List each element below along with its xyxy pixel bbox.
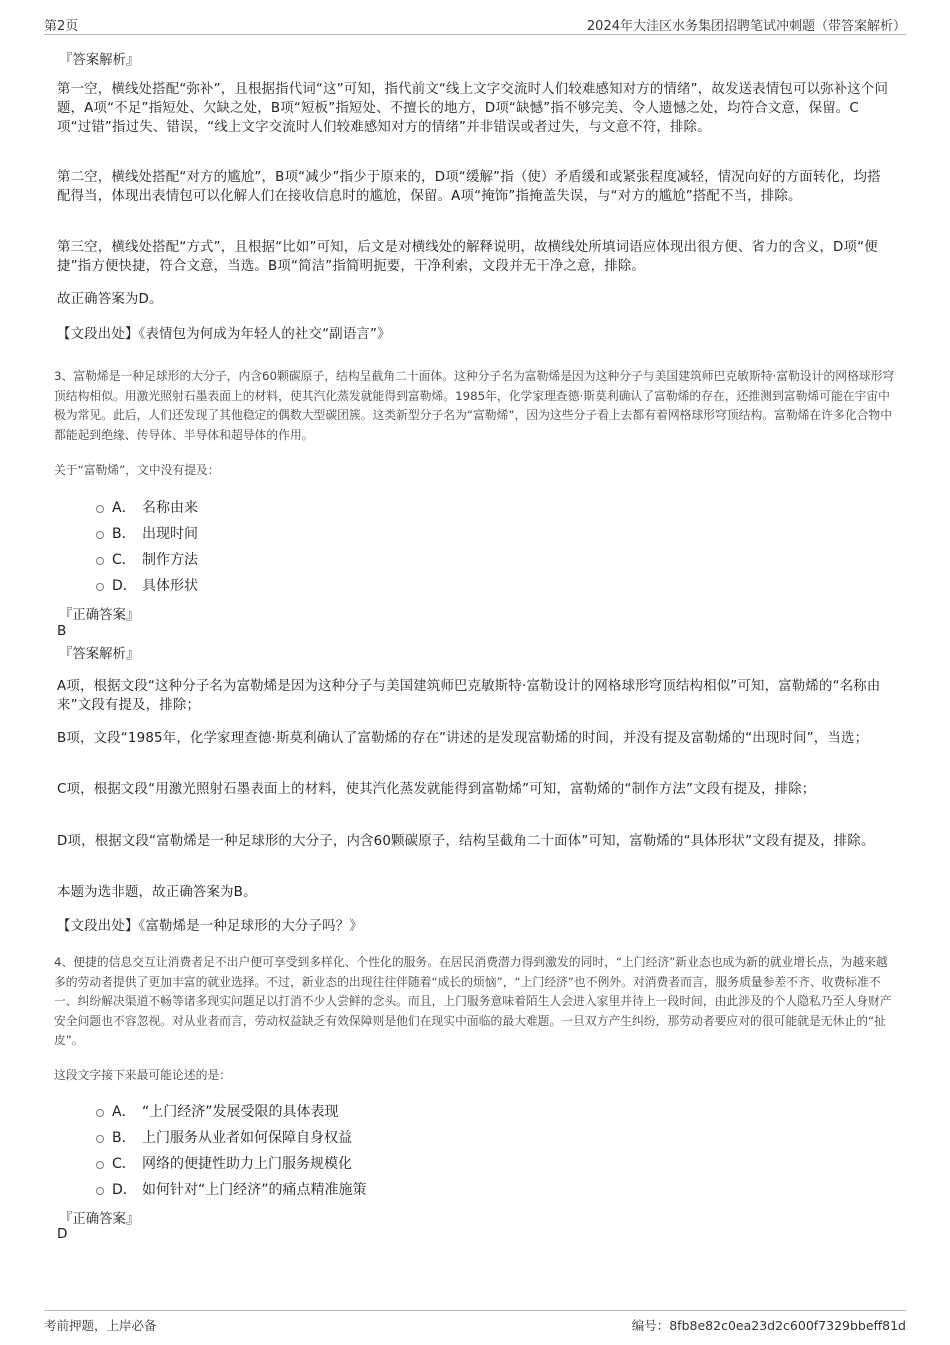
q3-option-b[interactable]: B． 出现时间 <box>96 523 198 543</box>
q4-option-a[interactable]: A． “上门经济”发展受限的具体表现 <box>96 1101 339 1121</box>
radio-icon[interactable] <box>96 505 104 513</box>
document-title: 2024年大洼区水务集团招聘笔试冲刺题（带答案解析） <box>586 19 906 34</box>
radio-icon[interactable] <box>96 1187 104 1195</box>
radio-icon[interactable] <box>96 1109 104 1117</box>
q3-option-a[interactable]: A． 名称由来 <box>96 497 198 517</box>
radio-icon[interactable] <box>96 583 104 591</box>
q3-option-d[interactable]: D． 具体形状 <box>96 575 198 595</box>
q2-analysis-para-3: 第三空，横线处搭配“方式”，且根据“比如”可知，后文是对横线处的解释说明，故横线处所填词语应体现出很方便、省力的含义，D项“便捷”指方便快捷，符合文意，当选。B项“简洁”指简明扼要，干净利索，文段并无干净之意，排除。 <box>57 240 878 274</box>
footer-slogan: 考前押题，上岸必备 <box>44 1318 157 1333</box>
radio-icon[interactable] <box>96 557 104 565</box>
q3-analysis-b: B项，文段“1985年，化学家理查德·斯莫利确认了富勒烯的存在”讲述的是发现富勒烯的时间，并没有提及富勒烯的“出现时间”，当选； <box>57 731 869 746</box>
page-header <box>44 12 906 35</box>
q2-analysis-para-1: 第一空，横线处搭配“弥补”，且根据指代词“这”可知，指代前文“线上文字交流时人们较难感知对方的情绪”，故发送表情包可以弥补这个问题，A项“不足”指短处、欠缺之处，B项“短板”指短处、不擅长的地方，D项“缺憾”指不够完美、令人遗憾之处，均符合文意，保留。C项“过错”指过失、错误，“线上文字交流时人们较难感知对方的情绪”并非错误或者过失，与文意不符，排除。 <box>57 82 889 135</box>
q3-analysis-c: C项，根据文段“用激光照射石墨表面上的材料，使其汽化蒸发就能得到富勒烯”可知，富勒烯的“制作方法”文段有提及，排除； <box>57 782 816 797</box>
q4-option-d[interactable]: D． 如何针对“上门经济”的痛点精准施策 <box>96 1179 367 1199</box>
q2-analysis-label: 『答案解析』 <box>59 53 140 68</box>
q3-question: 关于“富勒烯”，文中没有提及： <box>54 463 220 477</box>
page-number: 第2页 <box>44 19 79 34</box>
q3-option-c[interactable]: C． 制作方法 <box>96 549 198 569</box>
q3-analysis-a: A项，根据文段“这种分子名为富勒烯是因为这种分子与美国建筑师巴克敏斯特·富勒设计的网格球形穹顶结构相似”可知，富勒烯的“名称由来”文段有提及，排除； <box>57 679 881 713</box>
q3-correct-label: 『正确答案』 <box>59 608 140 623</box>
q3-analysis-d: D项，根据文段“富勒烯是一种足球形的大分子，内含60颗碳原子，结构呈截角二十面体”可知，富勒烯的“具体形状”文段有提及，排除。 <box>57 834 875 849</box>
radio-icon[interactable] <box>96 1135 104 1143</box>
q3-correct-answer: B <box>57 623 67 639</box>
page-footer <box>44 1310 906 1337</box>
q2-analysis-para-2: 第二空，横线处搭配“对方的尴尬”，B项“减少”指少于原来的，D项“缓解”指（使）矛盾缓和或紧张程度减轻，情况向好的方面转化，均搭配得当，体现出表情包可以化解人们在接收信息时的尴尬，保留。A项“掩饰”指掩盖失误，与“对方的尴尬”搭配不当，排除。 <box>57 170 881 204</box>
q3-stem: 3、富勒烯是一种足球形的大分子，内含60颗碳原子，结构呈截角二十面体。这种分子名为富勒烯是因为这种分子与美国建筑师巴克敏斯特·富勒设计的网格球形穹顶结构相似。用激光照射石墨表面上的材料，使其汽化蒸发就能得到富勒烯。1985年，化学家理查德·斯莫利确认了富勒烯的存在，还推测到富勒烯可能在宇宙中极为常见。此后，人们还发现了其他稳定的偶数大型碳团簇。这类新型分子名为“富勒烯”，因为这些分子看上去都有着网格球形穹顶结构。富勒烯在许多化合物中都能起到绝缘、传导体、半导体和超导体的作用。 <box>54 369 895 442</box>
q4-correct-answer: D <box>57 1226 68 1242</box>
radio-icon[interactable] <box>96 1161 104 1169</box>
q4-question: 这段文字接下来最可能论述的是： <box>54 1068 231 1082</box>
q4-stem: 4、便捷的信息交互让消费者足不出户便可享受到多样化、个性化的服务。在居民消费潜力得到激发的同时，“上门经济”新业态也成为新的就业增长点，为越来越多的劳动者提供了更加丰富的就业选择。不过，新业态的出现往往伴随着“成长的烦恼”，“上门经济”也不例外。对消费者而言，服务质量参差不齐、收费标准不一、纠纷解决渠道不畅等诸多现实问题足以打消不少人尝鲜的念头。而且，上门服务意味着陌生人会进入家里并待上一段时间，由此涉及的个人隐私乃至人身财产安全问题也不容忽视。对从业者而言，劳动权益缺乏有效保障则是他们在现实中面临的最大难题。一旦双方产生纠纷，那劳动者要应对的很可能就是无休止的“扯皮”。 <box>54 955 892 1047</box>
q4-correct-label: 『正确答案』 <box>59 1212 140 1227</box>
radio-icon[interactable] <box>96 531 104 539</box>
q2-source: 【文段出处】《表情包为何成为年轻人的社交“副语言”》 <box>57 327 391 342</box>
q3-source: 【文段出处】《富勒烯是一种足球形的大分子吗？》 <box>57 919 363 934</box>
q4-option-c[interactable]: C． 网络的便捷性助力上门服务规模化 <box>96 1153 352 1173</box>
q3-conclusion: 本题为选非题，故正确答案为B。 <box>57 885 257 900</box>
q2-conclusion: 故正确答案为D。 <box>57 292 163 307</box>
q4-option-b[interactable]: B． 上门服务从业者如何保障自身权益 <box>96 1127 352 1147</box>
q3-analysis-label: 『答案解析』 <box>59 647 140 662</box>
document-code: 编号：8fb8e82c0ea23d2c600f7329bbeff81d <box>631 1318 906 1333</box>
